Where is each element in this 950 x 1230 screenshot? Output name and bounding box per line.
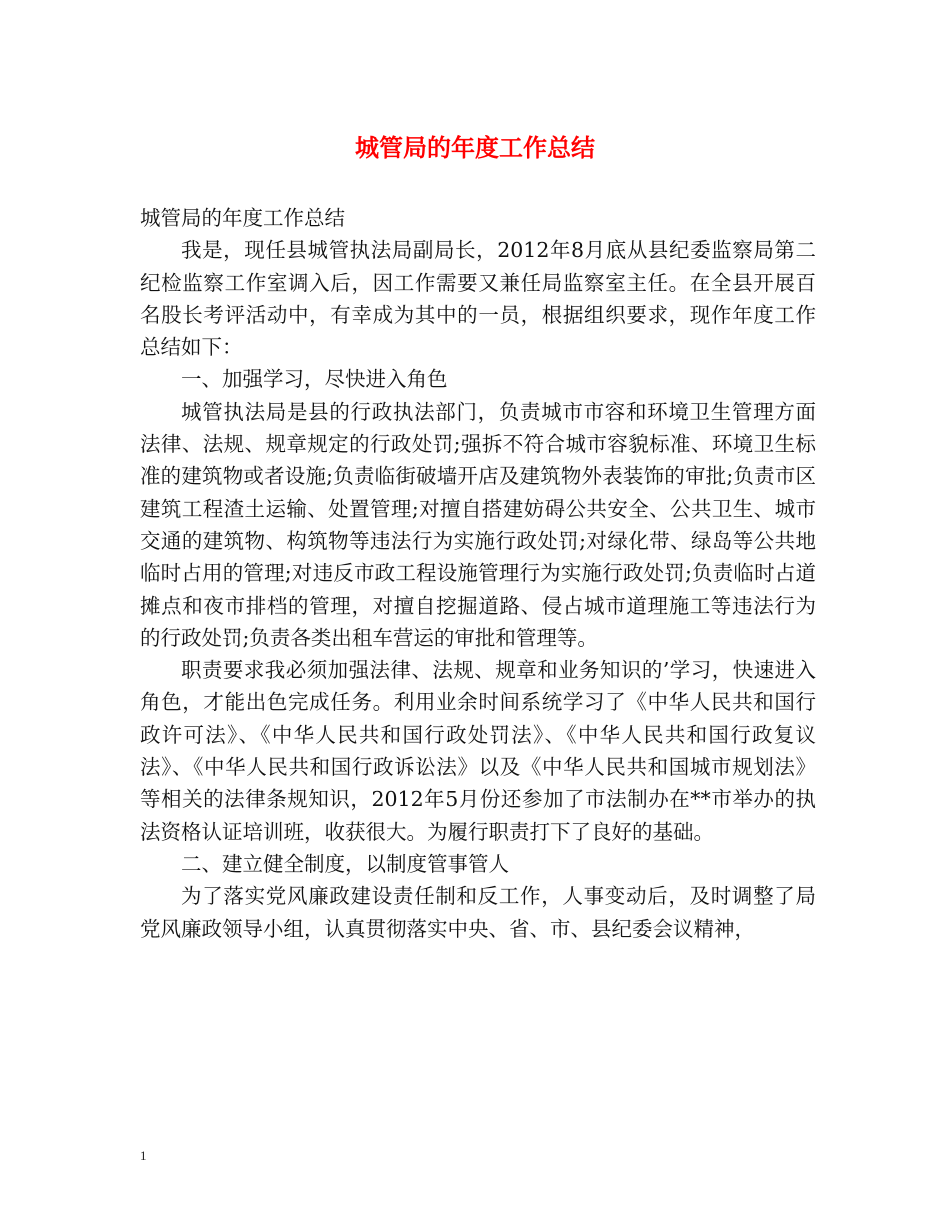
paragraph-duties: 城管执法局是县的行政执法部门，负责城市市容和环境卫生管理方面法律、法规、规章规定的行政处罚;强拆不符合城市容貌标准、环境卫生标准的建筑物或者设施;负责临街破墙开店及建筑物外表装饰的审批;负责市区建筑工程渣土运输、处置管理;对擅自搭建妨碍公共安全、公共卫生、城市交通的建筑物、构筑物等违法行为实施行政处罚;对绿化带、绿岛等公共地临时占用的管理;对违反市政工程设施管理行为实施行政处罚;负责临时占道摊点和夜市排档的管理，对擅自挖掘道路、侵占城市道理施工等违法行为的行政处罚;负责各类出租车营运的审批和管理等。 xyxy=(140,399,816,650)
section-heading-2: 二、建立健全制度，以制度管事管人 xyxy=(181,851,509,876)
page-number: 1 xyxy=(140,1148,147,1163)
paragraph-study: 职责要求我必须加强法律、法规、规章和业务知识的’学习，快速进入角色，才能出色完成任务。利用业余时间系统学习了《中华人民共和国行政许可法》、《中华人民共和国行政处罚法》、《中华人民共和国行政复议法》、《中华人民共和国行政诉讼法》以及《中华人民共和国城市规划法》等相关的法律条规知识，2012年5月份还参加了市法制办在**市举办的执法资格认证培训班，收获很大。为履行职责打下了良好的基础。 xyxy=(140,658,816,844)
document-title: 城管局的年度工作总结 xyxy=(355,133,595,162)
section-heading-1: 一、加强学习，尽快进入角色 xyxy=(181,367,448,392)
paragraph-intro: 我是，现任县城管执法局副局长，2012年8月底从县纪委监察局第二纪检监察工作室调入后，因工作需要又兼任局监察室主任。在全县开展百名股长考评活动中，有幸成为其中的一员，根据组织要求，现作年度工作总结如下： xyxy=(140,238,816,360)
document-body xyxy=(140,202,816,945)
body-heading: 城管局的年度工作总结 xyxy=(140,206,345,230)
paragraph-system: 为了落实党风廉政建设责任制和反工作，人事变动后，及时调整了局党风廉政领导小组，认真贯彻落实中央、省、市、县纪委会议精神， xyxy=(140,884,816,941)
